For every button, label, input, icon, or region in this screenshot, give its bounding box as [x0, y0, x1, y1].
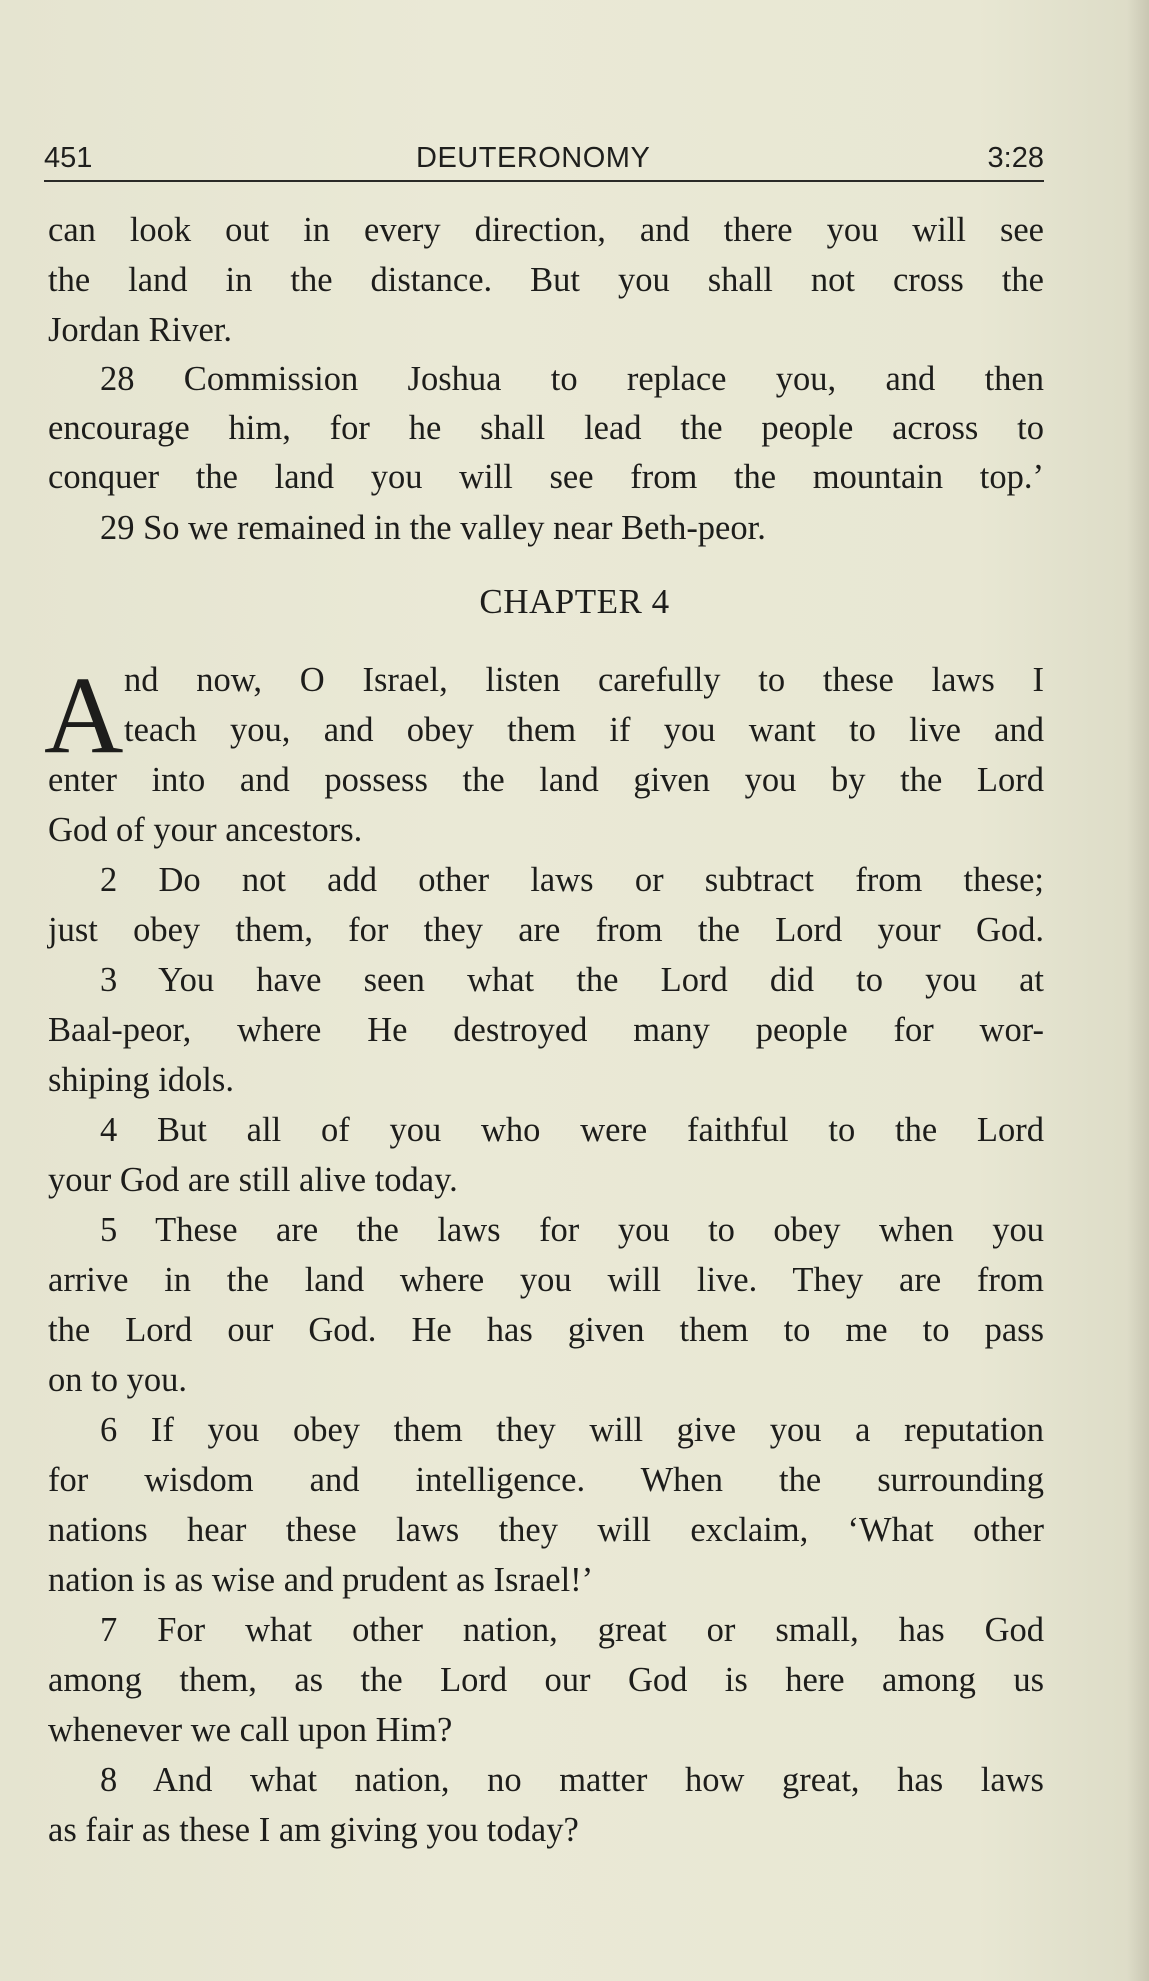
verse-8-line: 8 And what nation, no matter how great, has laws: [100, 1761, 1044, 1799]
text-line: the Lord our God. He has given them to me to pass: [48, 1311, 1044, 1349]
text-line: among them, as the Lord our God is here among us: [48, 1661, 1044, 1699]
page-number: 451: [44, 142, 93, 174]
verse-3-line: 3 You have seen what the Lord did to you at: [100, 961, 1044, 999]
text-line: just obey them, for they are from the Lord your God.: [48, 911, 1044, 949]
text-line: conquer the land you will see from the mountain top.’: [48, 458, 1044, 496]
header-rule: [44, 180, 1044, 182]
text-line: nd now, O Israel, listen carefully to these laws I: [124, 661, 1044, 699]
text-line: whenever we call upon Him?: [48, 1711, 453, 1749]
verse-5-line: 5 These are the laws for you to obey when you: [100, 1211, 1044, 1249]
text-line: arrive in the land where you will live. They are from: [48, 1261, 1044, 1299]
text-line: for wisdom and intelligence. When the surrounding: [48, 1461, 1044, 1499]
verse-4-line: 4 But all of you who were faithful to the Lord: [100, 1111, 1044, 1149]
text-line: nation is as wise and prudent as Israel!’: [48, 1561, 594, 1599]
text-line: can look out in every direction, and there you will see: [48, 211, 1044, 249]
drop-cap: A: [44, 654, 124, 776]
text-line: as fair as these I am giving you today?: [48, 1811, 579, 1849]
verse-reference: 3:28: [987, 142, 1044, 174]
running-header: [44, 138, 1044, 178]
spine-shadow: [1127, 0, 1149, 1981]
verse-2-line: 2 Do not add other laws or subtract from these;: [100, 861, 1044, 899]
verse-28-line: 28 Commission Joshua to replace you, and then: [100, 360, 1044, 398]
text-line: your God are still alive today.: [48, 1161, 458, 1199]
verse-29-line: 29 So we remained in the valley near Beth-peor.: [100, 509, 766, 547]
text-line: the land in the distance. But you shall not cross the: [48, 261, 1044, 299]
running-title: DEUTERONOMY: [416, 142, 651, 174]
text-line: on to you.: [48, 1361, 187, 1399]
chapter-heading: CHAPTER 4: [479, 582, 670, 621]
text-line: teach you, and obey them if you want to live and: [124, 711, 1044, 749]
text-line: Baal-peor, where He destroyed many people for wor-: [48, 1011, 1044, 1049]
verse-6-line: 6 If you obey them they will give you a reputation: [100, 1411, 1044, 1449]
text-line: nations hear these laws they will exclaim, ‘What other: [48, 1511, 1044, 1549]
text-line: God of your ancestors.: [48, 811, 363, 849]
text-line: encourage him, for he shall lead the people across to: [48, 409, 1044, 447]
text-line: Jordan River.: [48, 311, 232, 349]
text-line: enter into and possess the land given you by the Lord: [48, 761, 1044, 799]
text-line: shiping idols.: [48, 1061, 234, 1099]
verse-7-line: 7 For what other nation, great or small, has God: [100, 1611, 1044, 1649]
